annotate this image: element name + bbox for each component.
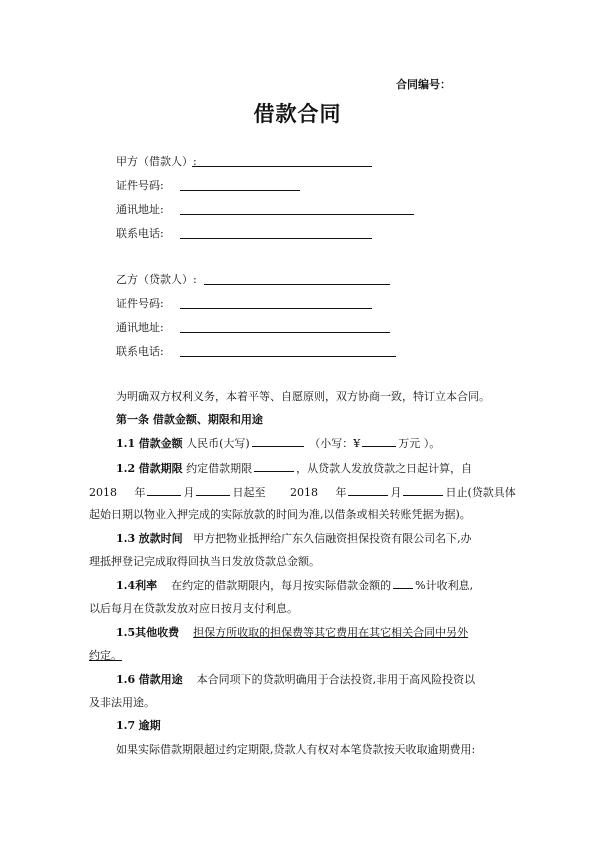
- party-a-id-label: 证件号码:: [116, 179, 164, 192]
- start-day-unit: 日起至: [232, 486, 266, 499]
- clause-1-4-text-a: 在约定的借款期限内，每月按实际借款金额的: [171, 579, 392, 592]
- loan-amount-figure-blank[interactable]: [362, 435, 396, 447]
- clause-1-5-number: 1.5: [116, 626, 136, 639]
- party-b-phone-line[interactable]: [180, 356, 396, 357]
- party-b-name-line[interactable]: [204, 284, 390, 285]
- end-day-blank[interactable]: [403, 484, 443, 496]
- intro-paragraph: 为明确双方权利义务，本着平等、自愿原则，双方协商一致，特订立本合同。: [116, 390, 490, 403]
- end-month-unit: 月: [390, 486, 402, 499]
- party-a-address-line[interactable]: [180, 214, 414, 215]
- clause-1-4-number: 1.4: [116, 579, 136, 592]
- clause-1-7-title: 逾期: [138, 719, 161, 732]
- end-year-unit: 年: [335, 486, 347, 499]
- clause-1-2-text-a: 约定借款期限: [186, 462, 253, 475]
- loan-term-blank[interactable]: [254, 460, 294, 472]
- party-a-phone-label: 联系电话:: [116, 227, 164, 240]
- clause-1-4-title: 利率: [135, 579, 158, 592]
- clause-1-1-text-a: 人民币(大写): [186, 437, 250, 450]
- clause-1-5-text: 担保方所收取的担保费等其它费用在其它相关合同中另外: [193, 626, 469, 639]
- clause-1-3: [116, 530, 472, 546]
- end-day-unit: 日止(贷款具体: [445, 486, 516, 499]
- start-month-unit: 月: [183, 486, 195, 499]
- clause-1-5-line-2: 约定。: [89, 649, 122, 662]
- party-b-address-label: 通讯地址:: [116, 321, 164, 334]
- clause-1-1-number: 1.1: [116, 437, 136, 450]
- party-b-address-line[interactable]: [180, 332, 390, 333]
- start-year-unit: 年: [134, 486, 146, 499]
- clause-1-6-number: 1.6: [116, 673, 136, 686]
- start-month-blank[interactable]: [147, 484, 181, 496]
- clause-1-3-number: 1.3: [116, 532, 136, 545]
- clause-1-3-text: 甲方把物业抵押给广东久信融资担保投资有限公司名下,办: [193, 532, 472, 545]
- party-a-phone-line[interactable]: [180, 238, 372, 239]
- clause-1-4: [116, 577, 473, 593]
- party-b-phone-label: 联系电话:: [116, 345, 164, 358]
- clause-1-1-title: 借款金额: [138, 437, 183, 450]
- clause-1-1: [116, 435, 440, 451]
- party-b-id-line[interactable]: [180, 308, 372, 309]
- clause-1-5: [116, 624, 468, 640]
- clause-1-1-text-c: 万元 ）。: [398, 437, 441, 450]
- clause-1-6-text: 本合同项下的贷款明确用于合法投资,非用于高风险投资以: [196, 673, 476, 686]
- clause-1-2-line-3: 起始日期以物业入押完成的实际放款的时间为准,以借条或相关转账凭据为据)。: [89, 508, 471, 521]
- clause-1-2-line-2: [89, 484, 516, 500]
- clause-1-7-number: 1.7: [116, 719, 136, 732]
- party-b-name-label: 乙方（贷款人）:: [116, 273, 197, 286]
- start-day-blank[interactable]: [196, 484, 230, 496]
- clause-1-2-title: 借款期限: [138, 462, 183, 475]
- interest-rate-blank[interactable]: [393, 577, 413, 589]
- party-a-id-line[interactable]: [180, 190, 300, 191]
- document-title: 借款合同: [253, 102, 342, 126]
- clause-1-6-line-2: 及非法用途。: [89, 696, 155, 709]
- clause-1-2: [116, 460, 472, 476]
- clause-1-4-line-2: 以后每月在贷款发放对应日按月支付利息。: [89, 602, 298, 615]
- party-b-id-label: 证件号码:: [116, 297, 164, 310]
- clause-1-7-text: 如果实际借款期限超过约定期限,贷款人有权对本笔贷款按天收取逾期费用:: [116, 743, 476, 756]
- clause-1-6: [116, 671, 475, 687]
- end-month-blank[interactable]: [348, 484, 388, 496]
- clause-1-1-text-b: （小写：¥: [309, 437, 361, 450]
- loan-amount-words-blank[interactable]: [252, 435, 304, 447]
- clause-1-2-text-b: ，从贷款人发放贷款之日起计算，自: [296, 462, 473, 475]
- clause-1-5-title: 其他收费: [135, 626, 180, 639]
- party-a-address-label: 通讯地址:: [116, 203, 164, 216]
- clause-1-7: [116, 717, 161, 733]
- party-a-name-label: 甲方（借款人）:: [116, 155, 197, 168]
- start-year: 2018: [89, 486, 117, 499]
- clause-1-2-number: 1.2: [116, 462, 136, 475]
- clause-1-6-title: 借款用途: [138, 673, 183, 686]
- clause-1-3-line-2: 理抵押登记完成取得回执当日发放贷款总金额。: [89, 555, 320, 568]
- end-year: 2018: [289, 486, 318, 499]
- article-1-heading: 第一条 借款金额、期限和用途: [116, 413, 263, 426]
- contract-number-label: 合同编号：: [396, 78, 451, 91]
- party-a-name-line[interactable]: [192, 166, 372, 167]
- clause-1-4-text-b: %计收利息,: [415, 579, 474, 592]
- clause-1-3-title: 放款时间: [138, 532, 183, 545]
